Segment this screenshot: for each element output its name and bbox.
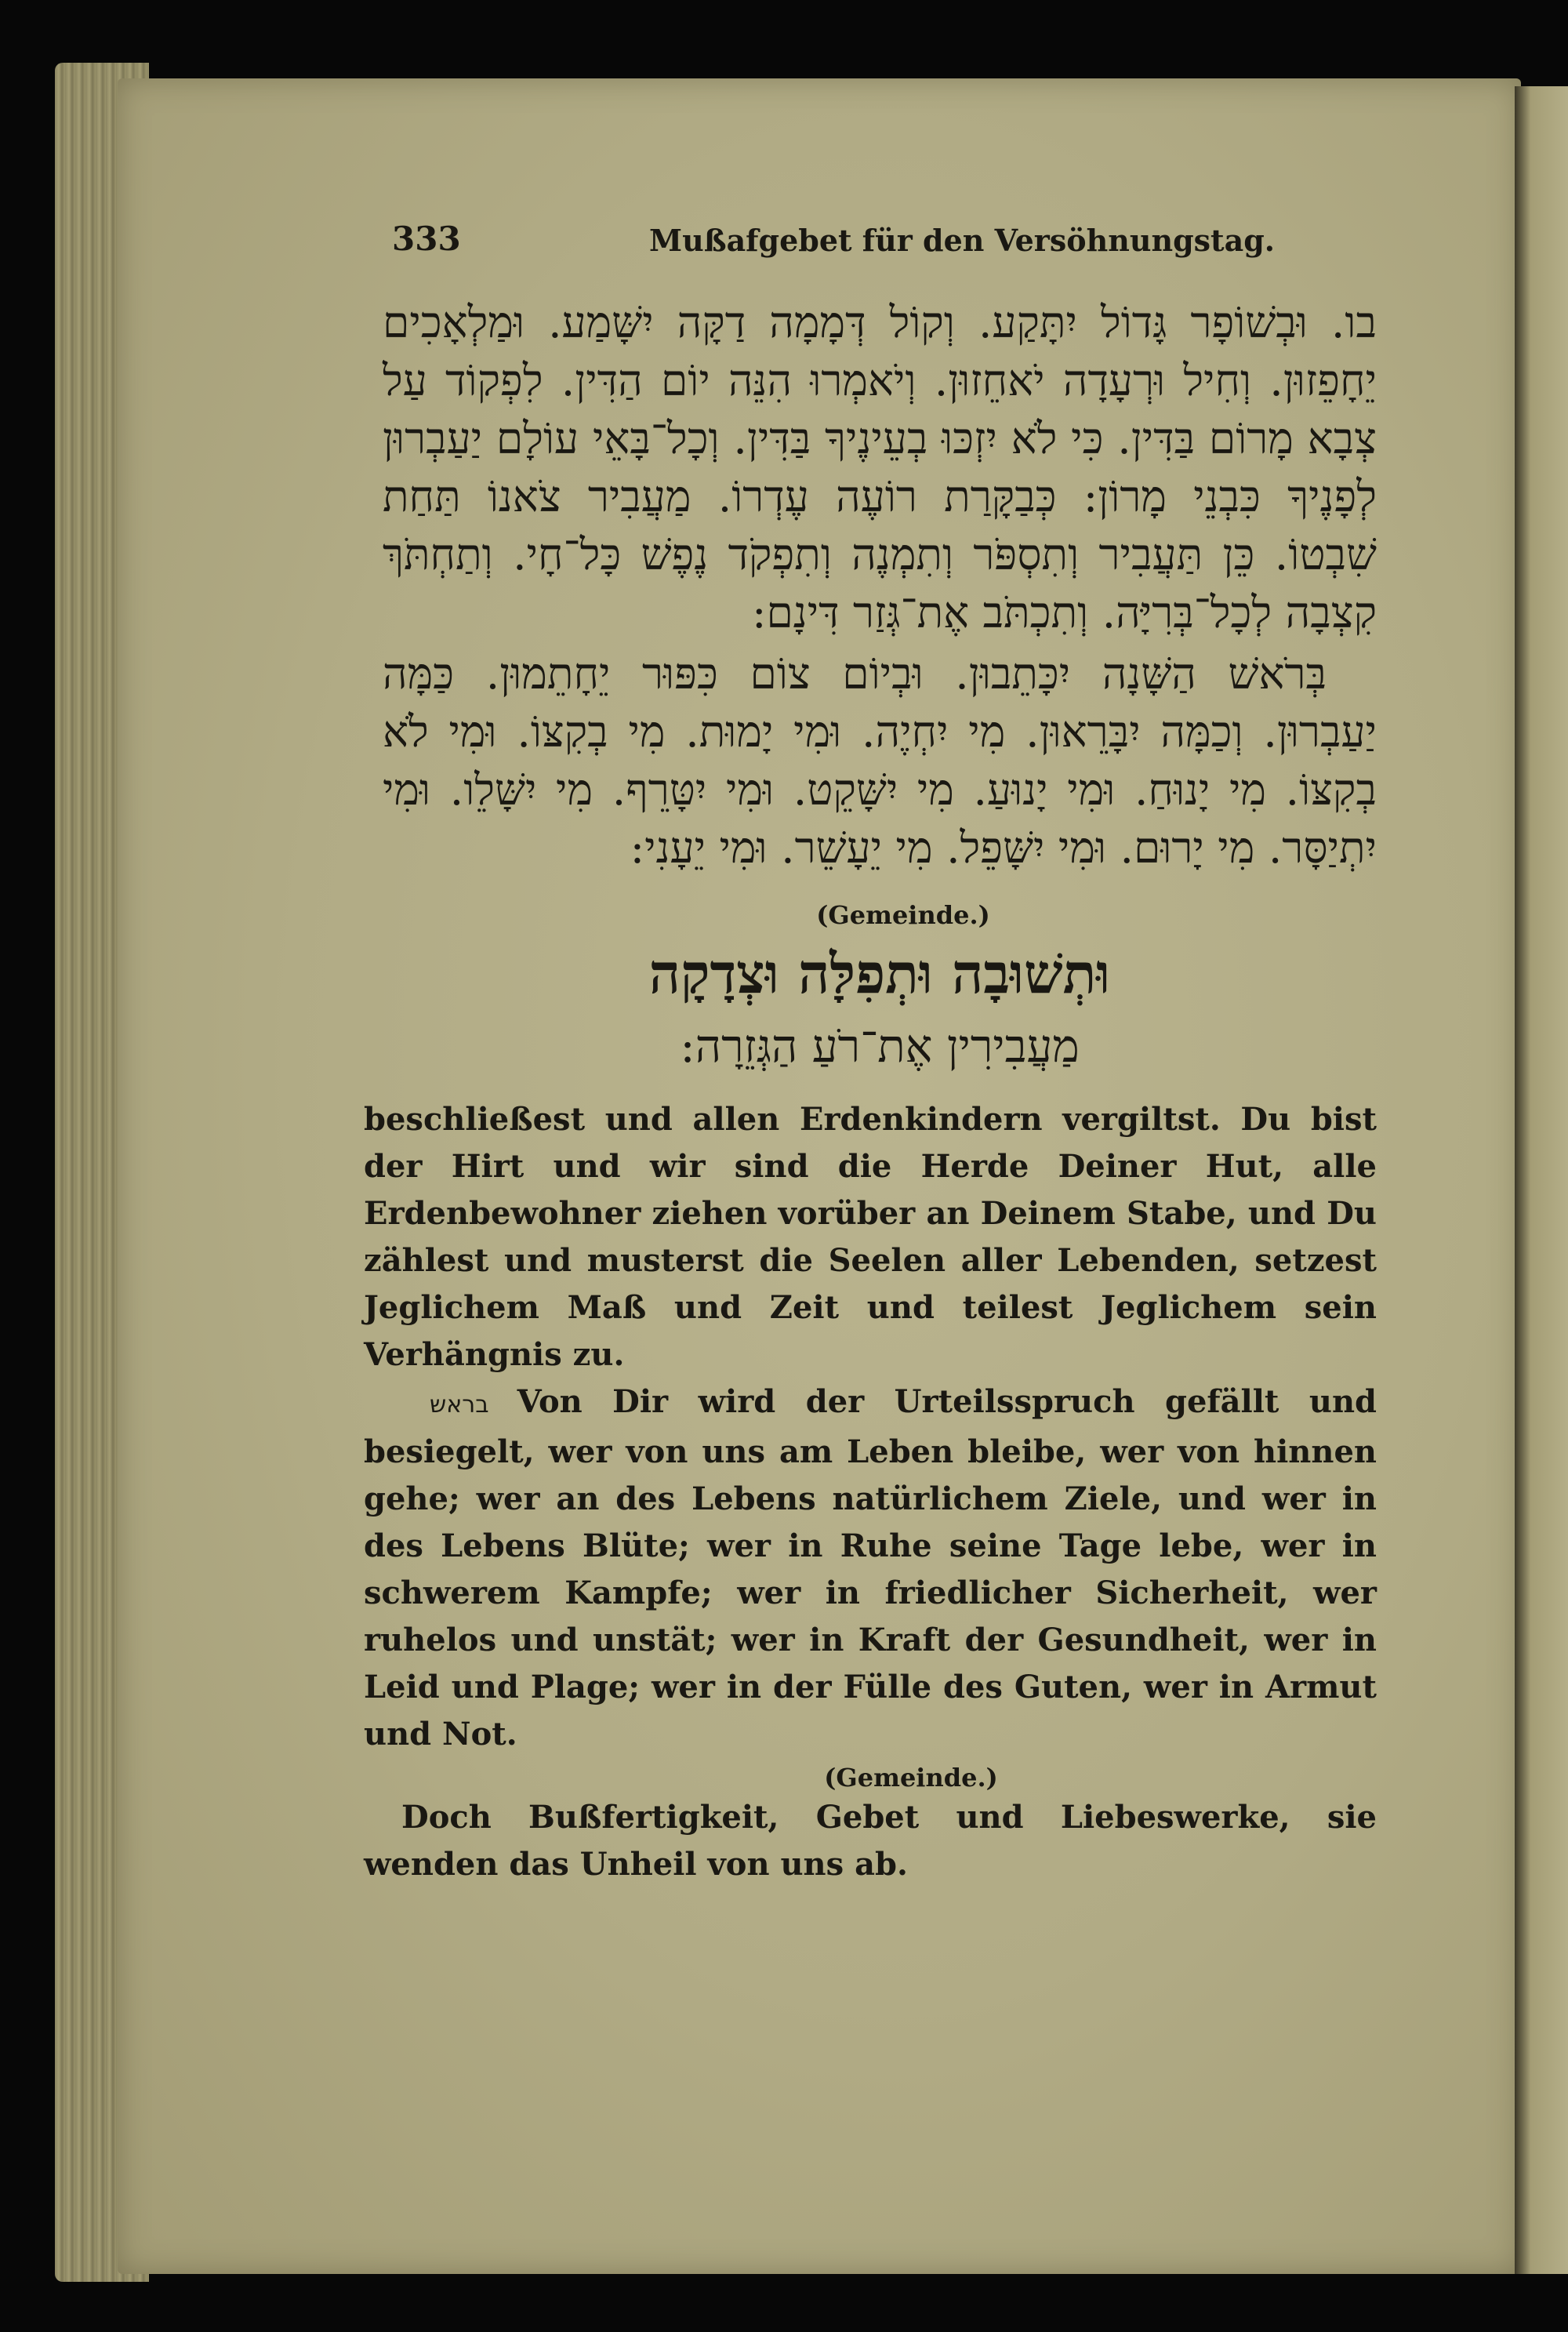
hebrew-response bbox=[383, 935, 1377, 1079]
german-paragraph-3: Doch Bußfertigkeit, Gebet und Liebeswerke, sie wenden das Unheil von uns ab. bbox=[364, 1799, 1377, 1883]
running-head: Mußafgebet für den Versöhnungstag. bbox=[649, 223, 1276, 258]
german-paragraph-1: beschließest und allen Erdenkindern vergiltst. Du bist der Hirt und wir sind die Herde Deiner Hut, alle Erdenbewohner ziehen vorüber an Deinem Stabe, und Du zählest und musterst die Seelen aller Lebenden, setzest Jeglichem Maß und Zeit und teilest Jeglichem sein Verhängnis zu. bbox=[364, 1101, 1377, 1373]
hebrew-response-line-1: וּתְשׁוּבָה וּתְפִלָּה וּצְדָקָה bbox=[648, 941, 1111, 1006]
facing-page-edge bbox=[1515, 86, 1568, 2274]
german-paragraph-2-text: Von Dir wird der Urteilsspruch gefällt und besiegelt, wer von uns am Leben bleibe, wer von hinnen gehe; wer an des Lebens natürlichem Ziele, und wer in des Lebens Blüte; wer in Ruhe seine Tage lebe, wer in schwerem Kampfe; wer in friedlicher Sicherheit, wer ruhelos und unstät; wer in Kraft der Gesundheit, wer in Leid und Plage; wer in der Fülle des Guten, wer in Armut und Not. bbox=[364, 1383, 1377, 1753]
congregation-label-hebrew: (Gemeinde.) bbox=[816, 900, 990, 930]
hebrew-keyword: בראש bbox=[430, 1391, 489, 1418]
hebrew-paragraph-2: בְּרֹאשׁ הַשָּׁנָה יִכָּתֵבוּן. וּבְיוֹם צוֹם כִּפּוּר יֵחָתֵמוּן. כַּמָּה יַעַבְרוּן. וְכַמָּה יִבָּרֵאוּן. מִי יִחְיֶה. וּמִי יָמוּת. מִי בְקִצּוֹ. וּמִי לֹא בְקִצּוֹ. מִי יָנוּחַ. וּמִי יָנוּעַ. מִי יִשָּׁקֵט. וּמִי יִטָּרֵף. מִי יִשָּׁלֵו. וּמִי יִתְיַסָּר. מִי יָרוּם. וּמִי יִשָּׁפֵל. מִי יֵעָשֵׁר. וּמִי יֵעָנִי: bbox=[383, 648, 1377, 873]
hebrew-paragraph-1: בו. וּבְשׁוֹפָר גָּדוֹל יִתָּקַע. וְקוֹל דְּמָמָה דַקָּה יִשָּׁמַע. וּמַלְאָכִים יֵחָפֵזוּן. וְחִיל וּרְעָדָה יֹאחֵזוּן. וְיֹאמְרוּ הִנֵּה יוֹם הַדִּין. לִפְקוֹד עַל צְבָא מָרוֹם בַּדִּין. כִּי לֹא יִזְכּוּ בְעֵינֶיךָ בַּדִּין. וְכָל־בָּאֵי עוֹלָם יַעַבְרוּן לְפָנֶיךָ כִּבְנֵי מָרוֹן: כְּבַקָּרַת רוֹעֶה עֶדְרוֹ. מַעֲבִיר צֹאנוֹ תַּחַת שִׁבְטוֹ. כֵּן תַּעֲבִיר וְתִסְפֹּר וְתִמְנֶה וְתִפְקֹד נֶפֶשׁ כָּל־חָי. וְתַחְתֹּךְ קִצְבָה לְכָל־בְּרִיָּה. וְתִכְתֹּב אֶת־גְּזַר דִּינָם: bbox=[383, 297, 1377, 637]
page-header bbox=[383, 220, 1377, 282]
page-content bbox=[364, 220, 1377, 1888]
page-number: 333 bbox=[392, 220, 461, 258]
hebrew-response-line-2: מַעֲבִירִין אֶת־רֹעַ הַגְּזֵרָה: bbox=[680, 1019, 1080, 1073]
german-paragraph-2 bbox=[364, 1378, 1377, 1758]
congregation-label-german: (Gemeinde.) bbox=[824, 1763, 998, 1793]
